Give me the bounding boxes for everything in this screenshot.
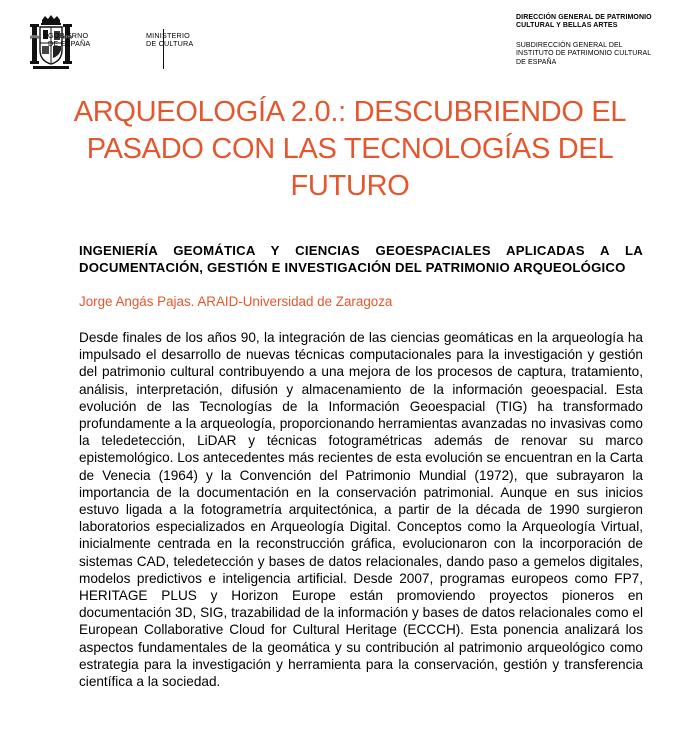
ministerio-label: MINISTERIO DE CULTURA <box>146 31 194 49</box>
abstract-paragraph: Desde finales de los años 90, la integración de las ciencias geomáticas en la arqueología ha impulsado el desarrollo de nuevas técnicas computacionales para la investigación y gestión del patrimonio cultural contribuyendo a una mejora de los procesos de captura, tratamiento, análisis, interpretación, difusión y almacenamiento de la información geoespacial. Esta evolución de las Tecnologías de la Información Geoespacial (TIG) ha transformado profundamente a la arqueología, proporcionando herramientas avanzadas no invasivas como la teledetección, LiDAR y técnicas fotogramétricas además de renovar su marco epistemológico. Los antecedentes más recientes de esta evolución se encuentran en la Carta de Venecia (1964) y la Convención del Patrimonio Mundial (1972), que subrayaron la importancia de la documentación en la conservación patrimonial. Aunque en sus inicios estuvo ligada a la fotogrametría arquitectónica, a partir de la década de 1990 surgieron laboratorios especializados en Arqueología Digital. Conceptos como la Arqueología Virtual, inicialmente centrada en la reconstrucción gráfica, evolucionaron con la incorporación de sistemas CAD, teledetección y bases de datos relacionales, dando paso a gemelos digitales, modelos predictivos e inteligencia artificial. Desde 2007, programas europeos como FP7, HERITAGE PLUS y Horizon Europe están promoviendo proyectos pioneros en documentación 3D, SIG, trazabilidad de la información y bases de datos relacionales como el European Collaborative Cloud for Cultural Heritage (ECCCH). Esta ponencia analizará los aspectos fundamentales de la geomática y su contribución al patrimonio arqueológico como estrategia para la investigación y herramienta para la conservación, gestión y transferencia científica a la sociedad. <box>79 330 643 690</box>
direccion-general-label: DIRECCIÓN GENERAL DE PATRIMONIO CULTURAL Y BELLAS ARTES <box>516 14 652 30</box>
subdireccion-label: SUBDIRECCIÓN GENERAL DEL INSTITUTO DE PATRIMONIO CULTURAL DE ESPAÑA <box>516 42 652 66</box>
author-line: Jorge Angás Pajas. ARAID-Universidad de Zaragoza <box>79 294 393 309</box>
gobierno-label: GOBIERNO DE ESPAÑA <box>48 31 91 49</box>
page-title: ARQUEOLOGÍA 2.0.: DESCUBRIENDO EL PASADO CON LAS TECNOLOGÍAS DEL FUTURO <box>73 96 627 202</box>
subtitle: INGENIERÍA GEOMÁTICA Y CIENCIAS GEOESPACIALES APLICADAS A LA DOCUMENTACIÓN, GESTIÓN E INVESTIGACIÓN DEL PATRIMONIO ARQUEOLÓGICO <box>79 243 643 275</box>
